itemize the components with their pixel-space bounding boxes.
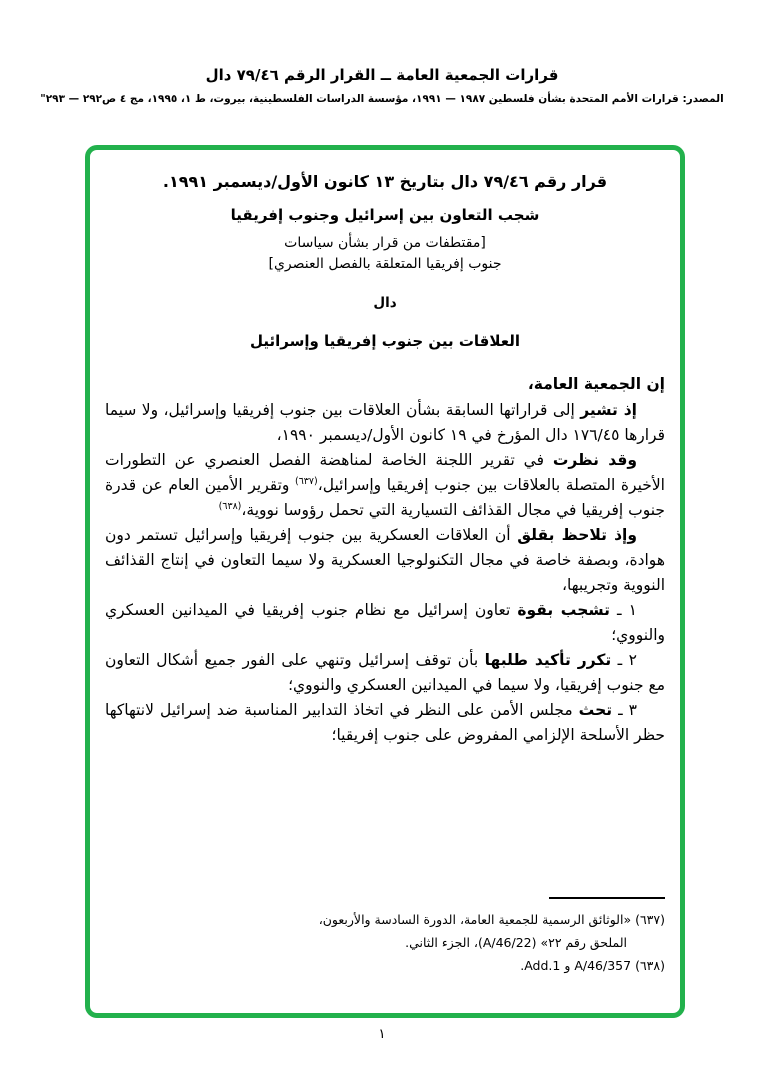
page-header-source: المصدر: قرارات الأمم المتحدة بشأن فلسطين ١٩٨٧ — ١٩٩١، مؤسسة الدراسات الفلسطينية، بيروت، ط ١، ١٩٩٥، مج ٤ ص٢٩٢ — ٢٩٣" (40, 93, 724, 105)
page-header-title: قرارات الجمعية العامة ــ القرار الرقم ٤٦‏/‏٧٩ دال (205, 66, 559, 84)
footnote: (٦٣٧) «الوثائق الرسمية للجمعية العامة، الدورة السادسة والأربعون، الملحق رقم ٢٢» (A/46/22)، الجزء الثاني. (318, 912, 665, 950)
resolution-heading (105, 172, 665, 272)
page-number: ١ (378, 1026, 386, 1042)
body-paragraph: وإذ تلاحظ بقلق أن العلاقات العسكرية بين جنوب إفريقيا وإسرائيل تستمر دون هوادة، وبصفة خاصة في مجال التكنولوجيا العسكرية ولا سيما التعاون في إنتاج القذائف النووية وتجريبها، (105, 526, 665, 594)
body-paragraph: وقد نظرت في تقرير اللجنة الخاصة لمناهضة الفصل العنصري عن التطورات الأخيرة المتصلة بالعلاقات بين جنوب إفريقيا وإسرائيل،$^{(٦٣٧)}$ وتقرير الأمين العام عن قدرة جنوب إفريقيا في مجال القذائف التسيارية التي تحمل رؤوسا نووية،$^{(٦٣٨)}$ (105, 451, 665, 519)
resolution-subject-line: شجب التعاون بين إسرائيل وجنوب إفريقيا (230, 206, 540, 224)
body-paragraph: ٣ ـ تحث مجلس الأمن على النظر في اتخاذ التدابير المناسبة ضد إسرائيل لانتهاكها حظر الأسلحة الإلزامي المفروض على جنوب إفريقيا؛ (105, 701, 665, 744)
section-letter: دال (373, 295, 397, 311)
body-paragraphs (105, 398, 665, 748)
footnotes-block (283, 897, 665, 977)
resolution-note-line1: [مقتطفات من قرار بشأن سياسات (284, 235, 486, 251)
page-header (0, 0, 764, 105)
preamble-intro: إن الجمعية العامة، (527, 375, 665, 393)
document-box (85, 145, 685, 1018)
resolution-title-line: قرار رقم ٤٦‏/‏٧٩ دال بتاريخ ١٣ كانون الأول/ديسمبر ١٩٩١. (162, 172, 608, 191)
footnote: (٦٣٨) A/46/357 و Add.1. (520, 958, 665, 973)
section-title: العلاقات بين جنوب إفريقيا وإسرائيل (249, 332, 521, 350)
footnote-separator (549, 897, 665, 899)
body-paragraph: ٢ ـ تكرر تأكيد طلبها بأن توقف إسرائيل وتنهي على الفور جميع أشكال التعاون مع جنوب إفريقيا، ولا سيما في الميدانين العسكري والنووي؛ (105, 651, 665, 694)
body-paragraph: ١ ـ تشجب بقوة تعاون إسرائيل مع نظام جنوب إفريقيا في الميدانين العسكري والنووي؛ (105, 601, 665, 644)
resolution-note-line2: جنوب إفريقيا المتعلقة بالفصل العنصري] (268, 256, 502, 272)
body-paragraph: إذ تشير إلى قراراتها السابقة بشأن العلاقات بين جنوب إفريقيا وإسرائيل، ولا سيما قرارها ٤٥‏/‏١٧٦ دال المؤرخ في ١٩ كانون الأول/ديسمبر ١٩٩٠، (105, 401, 665, 444)
footnotes-list (283, 908, 665, 977)
